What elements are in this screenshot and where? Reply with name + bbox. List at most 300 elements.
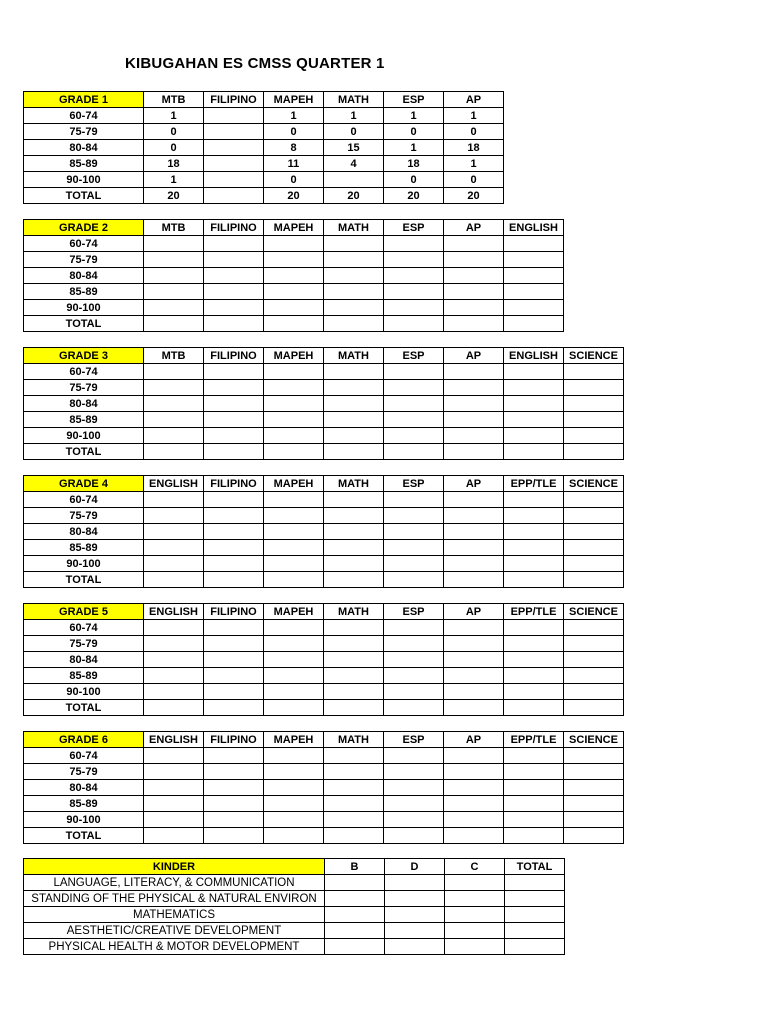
score-cell[interactable] <box>204 780 264 796</box>
score-cell[interactable] <box>144 268 204 284</box>
score-cell[interactable]: 0 <box>324 124 384 140</box>
score-cell[interactable] <box>444 636 504 652</box>
score-cell[interactable] <box>264 796 324 812</box>
score-cell[interactable] <box>384 540 444 556</box>
score-cell[interactable] <box>564 492 624 508</box>
range-label: 85-89 <box>24 284 144 300</box>
score-cell[interactable] <box>444 428 504 444</box>
score-cell[interactable] <box>504 540 564 556</box>
score-cell[interactable] <box>564 780 624 796</box>
kinder-score-cell[interactable] <box>385 875 445 891</box>
score-cell[interactable] <box>264 252 324 268</box>
score-cell[interactable]: 1 <box>384 108 444 124</box>
score-cell[interactable] <box>384 236 444 252</box>
kinder-score-cell[interactable] <box>505 939 565 955</box>
score-cell[interactable] <box>504 828 564 844</box>
score-cell[interactable] <box>264 812 324 828</box>
score-cell[interactable] <box>324 300 384 316</box>
score-cell[interactable] <box>264 524 324 540</box>
score-cell[interactable] <box>384 284 444 300</box>
score-cell[interactable] <box>504 668 564 684</box>
score-cell[interactable] <box>144 284 204 300</box>
score-cell[interactable] <box>504 796 564 812</box>
score-cell[interactable] <box>564 748 624 764</box>
score-cell[interactable] <box>204 748 264 764</box>
score-cell[interactable] <box>384 428 444 444</box>
score-cell[interactable] <box>324 780 384 796</box>
score-cell[interactable]: 0 <box>444 172 504 188</box>
kinder-score-cell[interactable] <box>505 907 565 923</box>
score-cell[interactable] <box>144 252 204 268</box>
score-cell[interactable] <box>564 428 624 444</box>
score-cell[interactable] <box>384 620 444 636</box>
score-cell[interactable] <box>564 620 624 636</box>
score-cell[interactable] <box>384 524 444 540</box>
score-cell[interactable] <box>324 316 384 332</box>
score-cell[interactable] <box>384 780 444 796</box>
score-cell[interactable]: 1 <box>384 140 444 156</box>
score-cell[interactable] <box>504 396 564 412</box>
score-cell[interactable] <box>324 572 384 588</box>
kinder-score-cell[interactable] <box>385 923 445 939</box>
score-cell[interactable] <box>264 412 324 428</box>
score-cell[interactable] <box>264 556 324 572</box>
kinder-score-cell[interactable] <box>445 939 505 955</box>
kinder-score-cell[interactable] <box>385 891 445 907</box>
score-cell[interactable] <box>204 796 264 812</box>
score-cell[interactable] <box>444 780 504 796</box>
score-cell[interactable] <box>264 668 324 684</box>
score-cell[interactable] <box>324 524 384 540</box>
score-cell[interactable] <box>204 156 264 172</box>
score-cell[interactable] <box>144 748 204 764</box>
score-cell[interactable] <box>264 780 324 796</box>
score-cell[interactable] <box>144 652 204 668</box>
score-cell[interactable]: 15 <box>324 140 384 156</box>
score-cell[interactable] <box>204 428 264 444</box>
score-cell[interactable] <box>324 764 384 780</box>
score-cell[interactable] <box>504 524 564 540</box>
subject-header: MAPEH <box>264 732 324 748</box>
score-cell[interactable]: 4 <box>324 156 384 172</box>
score-cell[interactable] <box>384 396 444 412</box>
score-cell[interactable] <box>444 412 504 428</box>
score-cell[interactable]: 20 <box>384 188 444 204</box>
score-cell[interactable] <box>444 444 504 460</box>
score-cell[interactable] <box>264 652 324 668</box>
score-cell[interactable] <box>204 812 264 828</box>
score-cell[interactable] <box>384 636 444 652</box>
score-cell[interactable] <box>384 796 444 812</box>
score-cell[interactable] <box>444 236 504 252</box>
score-cell[interactable] <box>144 684 204 700</box>
score-cell[interactable] <box>444 396 504 412</box>
score-cell[interactable] <box>564 636 624 652</box>
kinder-score-cell[interactable] <box>445 891 505 907</box>
score-cell[interactable] <box>504 236 564 252</box>
kinder-score-cell[interactable] <box>445 875 505 891</box>
score-cell[interactable] <box>564 828 624 844</box>
score-cell[interactable] <box>324 508 384 524</box>
score-cell[interactable] <box>204 396 264 412</box>
score-cell[interactable] <box>384 412 444 428</box>
score-cell[interactable] <box>204 236 264 252</box>
score-cell[interactable] <box>264 620 324 636</box>
score-cell[interactable]: 1 <box>444 108 504 124</box>
header-row <box>24 604 624 620</box>
range-label: 85-89 <box>24 412 144 428</box>
score-cell[interactable] <box>384 444 444 460</box>
score-cell[interactable] <box>324 540 384 556</box>
score-cell[interactable] <box>204 268 264 284</box>
kinder-score-cell[interactable] <box>325 923 385 939</box>
score-cell[interactable]: 20 <box>144 188 204 204</box>
score-cell[interactable] <box>504 508 564 524</box>
score-cell[interactable] <box>324 492 384 508</box>
score-cell[interactable] <box>204 524 264 540</box>
score-cell[interactable] <box>384 364 444 380</box>
score-cell[interactable] <box>384 572 444 588</box>
score-cell[interactable] <box>504 748 564 764</box>
score-cell[interactable] <box>384 268 444 284</box>
score-cell[interactable] <box>264 268 324 284</box>
score-cell[interactable] <box>324 252 384 268</box>
score-cell[interactable] <box>564 540 624 556</box>
score-cell[interactable] <box>204 444 264 460</box>
score-cell[interactable] <box>384 684 444 700</box>
kinder-score-cell[interactable] <box>445 923 505 939</box>
score-cell[interactable] <box>504 412 564 428</box>
score-cell[interactable] <box>504 764 564 780</box>
score-cell[interactable] <box>144 540 204 556</box>
kinder-score-cell[interactable] <box>325 907 385 923</box>
score-cell[interactable] <box>204 540 264 556</box>
score-cell[interactable] <box>324 412 384 428</box>
score-cell[interactable] <box>144 780 204 796</box>
score-cell[interactable] <box>384 748 444 764</box>
score-cell[interactable] <box>204 124 264 140</box>
score-cell[interactable] <box>264 700 324 716</box>
score-cell[interactable] <box>144 444 204 460</box>
grade-label: GRADE 6 <box>24 732 144 748</box>
score-cell[interactable] <box>564 812 624 828</box>
score-cell[interactable] <box>384 556 444 572</box>
score-cell[interactable] <box>384 652 444 668</box>
score-cell[interactable] <box>144 316 204 332</box>
score-cell[interactable] <box>204 284 264 300</box>
score-cell[interactable]: 0 <box>384 172 444 188</box>
score-cell[interactable] <box>564 572 624 588</box>
score-cell[interactable] <box>384 300 444 316</box>
kinder-row <box>24 875 565 891</box>
score-cell[interactable]: 0 <box>444 124 504 140</box>
score-cell[interactable] <box>144 668 204 684</box>
score-cell[interactable] <box>324 636 384 652</box>
score-cell[interactable] <box>144 572 204 588</box>
score-cell[interactable] <box>384 492 444 508</box>
score-cell[interactable] <box>204 684 264 700</box>
score-cell[interactable] <box>444 652 504 668</box>
score-cell[interactable] <box>324 268 384 284</box>
score-cell[interactable] <box>264 236 324 252</box>
score-cell[interactable] <box>504 556 564 572</box>
score-cell[interactable] <box>144 812 204 828</box>
score-cell[interactable] <box>564 684 624 700</box>
score-cell[interactable] <box>564 668 624 684</box>
score-cell[interactable] <box>444 300 504 316</box>
score-cell[interactable] <box>264 428 324 444</box>
score-cell[interactable] <box>504 492 564 508</box>
score-cell[interactable] <box>504 268 564 284</box>
score-cell[interactable] <box>144 236 204 252</box>
score-cell[interactable] <box>444 508 504 524</box>
score-cell[interactable]: 8 <box>264 140 324 156</box>
score-cell[interactable] <box>444 268 504 284</box>
score-cell[interactable] <box>264 508 324 524</box>
score-cell[interactable] <box>144 492 204 508</box>
score-cell[interactable] <box>564 652 624 668</box>
score-cell[interactable] <box>444 540 504 556</box>
kinder-score-cell[interactable] <box>325 891 385 907</box>
score-cell[interactable] <box>384 316 444 332</box>
score-cell[interactable] <box>324 444 384 460</box>
score-cell[interactable] <box>204 508 264 524</box>
score-cell[interactable]: 20 <box>444 188 504 204</box>
score-cell[interactable] <box>444 620 504 636</box>
kinder-score-cell[interactable] <box>505 923 565 939</box>
score-cell[interactable] <box>144 796 204 812</box>
score-cell[interactable] <box>504 284 564 300</box>
score-cell[interactable] <box>264 540 324 556</box>
score-cell[interactable] <box>504 252 564 268</box>
score-cell[interactable] <box>264 764 324 780</box>
kinder-score-cell[interactable] <box>505 875 565 891</box>
score-cell[interactable] <box>564 508 624 524</box>
score-cell[interactable] <box>564 396 624 412</box>
score-cell[interactable] <box>504 700 564 716</box>
score-cell[interactable]: 0 <box>264 172 324 188</box>
score-cell[interactable] <box>264 444 324 460</box>
kinder-score-cell[interactable] <box>385 907 445 923</box>
score-cell[interactable] <box>384 812 444 828</box>
score-cell[interactable] <box>444 556 504 572</box>
score-cell[interactable] <box>264 284 324 300</box>
score-cell[interactable] <box>264 396 324 412</box>
score-cell[interactable] <box>264 572 324 588</box>
score-cell[interactable] <box>444 828 504 844</box>
score-cell[interactable]: 1 <box>264 108 324 124</box>
score-cell[interactable] <box>144 828 204 844</box>
score-cell[interactable] <box>204 300 264 316</box>
range-label: TOTAL <box>24 316 144 332</box>
score-cell[interactable] <box>564 764 624 780</box>
score-cell[interactable] <box>324 684 384 700</box>
score-cell[interactable] <box>444 684 504 700</box>
score-cell[interactable] <box>264 684 324 700</box>
score-cell[interactable] <box>204 364 264 380</box>
score-cell[interactable] <box>264 316 324 332</box>
score-cell[interactable] <box>504 572 564 588</box>
score-cell[interactable] <box>504 300 564 316</box>
score-cell[interactable] <box>204 636 264 652</box>
score-cell[interactable] <box>444 748 504 764</box>
score-cell[interactable] <box>144 700 204 716</box>
score-cell[interactable] <box>204 492 264 508</box>
score-cell[interactable] <box>324 380 384 396</box>
score-cell[interactable] <box>324 796 384 812</box>
score-cell[interactable] <box>504 444 564 460</box>
score-cell[interactable] <box>324 828 384 844</box>
score-cell[interactable] <box>264 828 324 844</box>
score-cell[interactable] <box>564 412 624 428</box>
score-cell[interactable] <box>504 380 564 396</box>
subject-header: ENGLISH <box>504 348 564 364</box>
score-cell[interactable] <box>144 636 204 652</box>
score-cell[interactable] <box>444 700 504 716</box>
kinder-score-cell[interactable] <box>325 939 385 955</box>
score-cell[interactable] <box>324 428 384 444</box>
score-cell[interactable] <box>444 316 504 332</box>
score-cell[interactable] <box>444 812 504 828</box>
score-cell[interactable]: 1 <box>324 108 384 124</box>
score-cell[interactable] <box>204 828 264 844</box>
score-cell[interactable]: 1 <box>144 172 204 188</box>
score-cell[interactable] <box>444 764 504 780</box>
score-cell[interactable] <box>264 636 324 652</box>
score-cell[interactable]: 20 <box>264 188 324 204</box>
score-cell[interactable] <box>204 700 264 716</box>
score-cell[interactable] <box>504 636 564 652</box>
score-cell[interactable] <box>264 492 324 508</box>
score-cell[interactable] <box>204 668 264 684</box>
score-cell[interactable]: 0 <box>144 140 204 156</box>
score-cell[interactable] <box>444 572 504 588</box>
score-cell[interactable] <box>384 700 444 716</box>
score-cell[interactable]: 0 <box>264 124 324 140</box>
kinder-score-cell[interactable] <box>325 875 385 891</box>
score-cell[interactable] <box>144 380 204 396</box>
score-cell[interactable] <box>144 556 204 572</box>
score-cell[interactable]: 0 <box>384 124 444 140</box>
score-cell[interactable] <box>144 524 204 540</box>
score-cell[interactable] <box>564 444 624 460</box>
score-cell[interactable] <box>564 524 624 540</box>
score-cell[interactable] <box>324 812 384 828</box>
kinder-score-cell[interactable] <box>445 907 505 923</box>
score-cell[interactable] <box>204 572 264 588</box>
score-cell[interactable] <box>204 412 264 428</box>
score-cell[interactable] <box>204 380 264 396</box>
score-cell[interactable] <box>324 748 384 764</box>
score-cell[interactable] <box>204 108 264 124</box>
score-cell[interactable] <box>504 652 564 668</box>
score-cell[interactable] <box>504 684 564 700</box>
score-cell[interactable] <box>564 700 624 716</box>
score-cell[interactable] <box>444 796 504 812</box>
score-cell[interactable] <box>444 524 504 540</box>
score-cell[interactable] <box>504 780 564 796</box>
score-cell[interactable]: 20 <box>324 188 384 204</box>
score-cell[interactable]: 1 <box>444 156 504 172</box>
score-cell[interactable] <box>564 796 624 812</box>
score-cell[interactable] <box>504 620 564 636</box>
score-cell[interactable] <box>504 364 564 380</box>
score-cell[interactable] <box>504 428 564 444</box>
score-cell[interactable] <box>444 284 504 300</box>
kinder-score-cell[interactable] <box>505 891 565 907</box>
score-cell[interactable]: 18 <box>144 156 204 172</box>
score-cell[interactable] <box>384 764 444 780</box>
score-cell[interactable] <box>204 188 264 204</box>
score-cell[interactable] <box>384 508 444 524</box>
score-cell[interactable] <box>204 172 264 188</box>
score-cell[interactable] <box>504 316 564 332</box>
score-cell[interactable] <box>324 284 384 300</box>
score-cell[interactable] <box>204 252 264 268</box>
score-cell[interactable] <box>564 380 624 396</box>
score-cell[interactable] <box>204 620 264 636</box>
score-cell[interactable]: 18 <box>444 140 504 156</box>
score-cell[interactable] <box>324 172 384 188</box>
score-cell[interactable] <box>264 364 324 380</box>
score-cell[interactable] <box>324 364 384 380</box>
score-cell[interactable]: 18 <box>384 156 444 172</box>
score-cell[interactable] <box>204 316 264 332</box>
score-cell[interactable] <box>144 300 204 316</box>
score-cell[interactable] <box>324 620 384 636</box>
score-cell[interactable] <box>264 300 324 316</box>
kinder-domain-label: LANGUAGE, LITERACY, & COMMUNICATION <box>24 875 325 891</box>
kinder-label: KINDER <box>24 859 325 875</box>
score-cell[interactable] <box>144 620 204 636</box>
score-cell[interactable] <box>144 508 204 524</box>
score-cell[interactable] <box>144 396 204 412</box>
score-cell[interactable] <box>324 236 384 252</box>
score-cell[interactable] <box>204 140 264 156</box>
score-cell[interactable]: 11 <box>264 156 324 172</box>
score-cell[interactable] <box>384 668 444 684</box>
score-cell[interactable] <box>144 412 204 428</box>
kinder-score-cell[interactable] <box>385 939 445 955</box>
score-cell[interactable] <box>144 364 204 380</box>
score-cell[interactable] <box>444 364 504 380</box>
score-cell[interactable] <box>324 668 384 684</box>
score-cell[interactable] <box>324 700 384 716</box>
score-cell[interactable] <box>384 828 444 844</box>
score-cell[interactable] <box>264 748 324 764</box>
score-cell[interactable] <box>324 396 384 412</box>
score-cell[interactable] <box>204 556 264 572</box>
score-cell[interactable]: 1 <box>144 108 204 124</box>
score-cell[interactable] <box>504 812 564 828</box>
score-cell[interactable] <box>384 380 444 396</box>
score-cell[interactable] <box>564 556 624 572</box>
score-cell[interactable] <box>264 380 324 396</box>
score-cell[interactable] <box>444 492 504 508</box>
score-cell[interactable] <box>564 364 624 380</box>
score-cell[interactable] <box>324 556 384 572</box>
score-cell[interactable] <box>204 764 264 780</box>
score-cell[interactable] <box>444 252 504 268</box>
score-cell[interactable] <box>144 764 204 780</box>
score-cell[interactable]: 0 <box>144 124 204 140</box>
score-cell[interactable] <box>384 252 444 268</box>
score-cell[interactable] <box>444 380 504 396</box>
score-cell[interactable] <box>144 428 204 444</box>
score-cell[interactable] <box>324 652 384 668</box>
score-cell[interactable] <box>204 652 264 668</box>
score-cell[interactable] <box>444 668 504 684</box>
